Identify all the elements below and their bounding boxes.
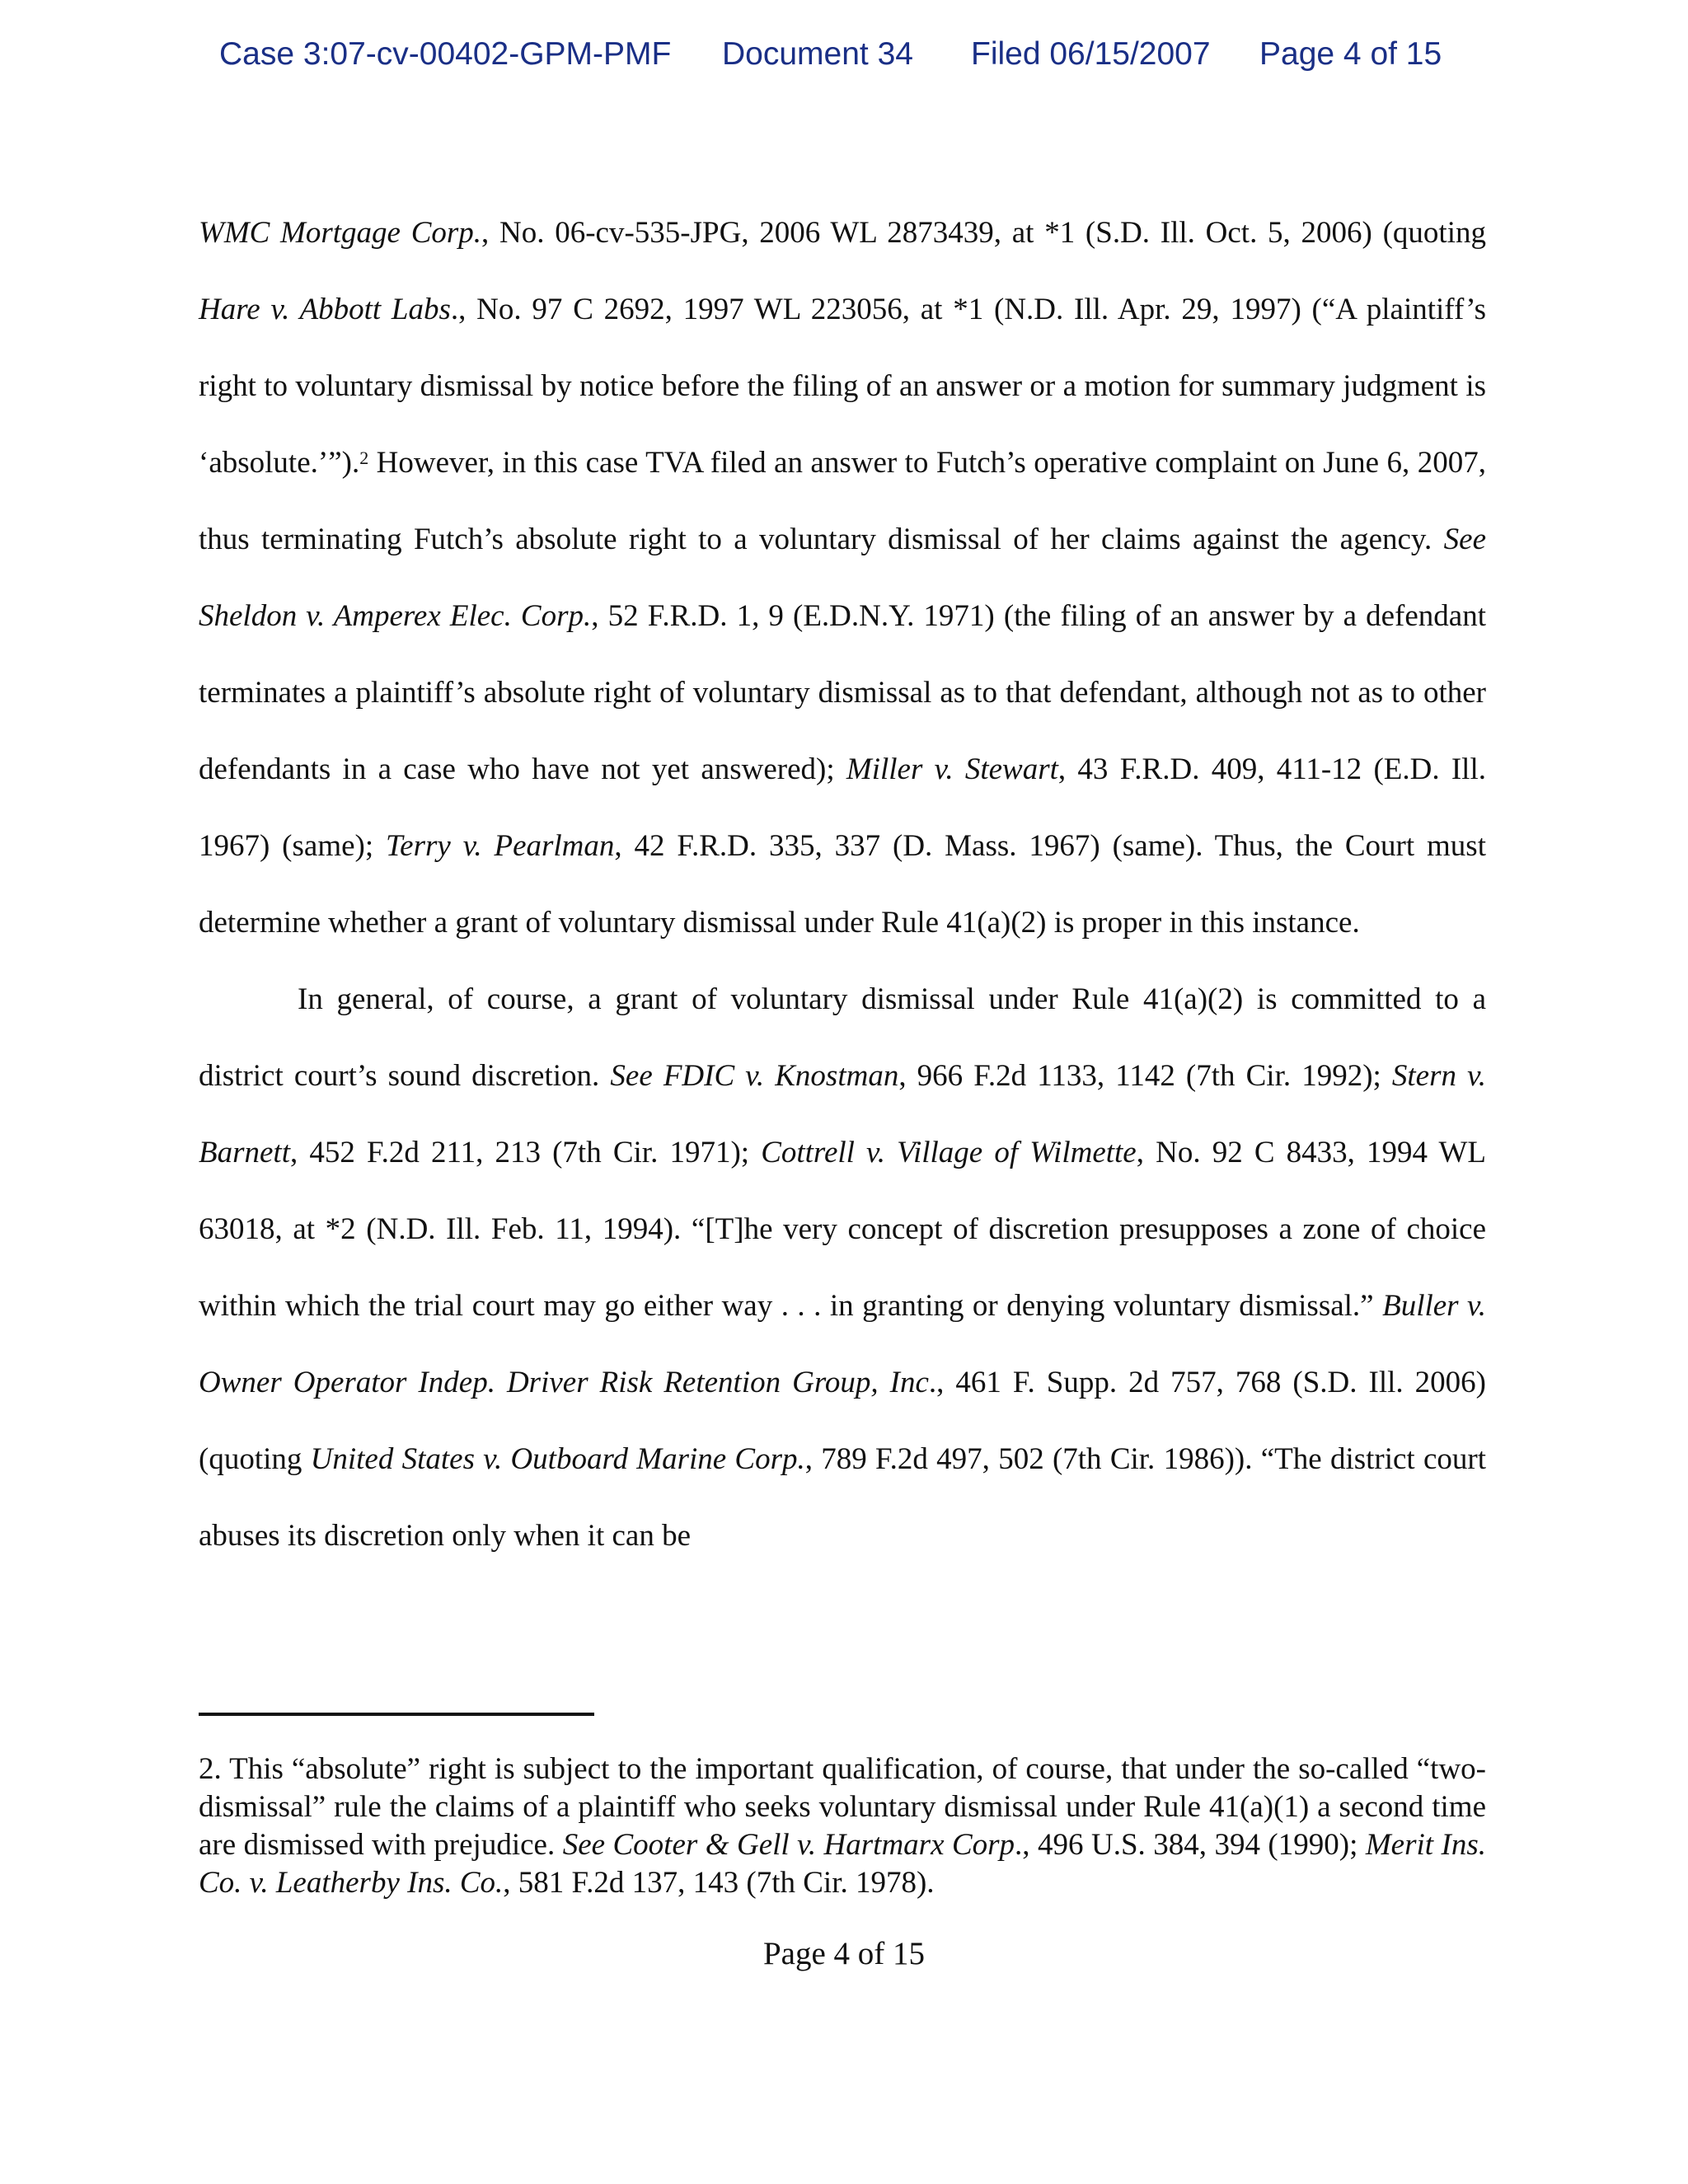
document-body (199, 194, 1486, 1574)
page-footer: Page 4 of 15 (762, 1936, 926, 1971)
body-text-run: , 42 F.R.D. 335, 337 (D. Mass. 1967) (same). Thus, the Court must determine whether a grant of voluntary dismissal under Rule 41(a)(2) is proper in this instance. (199, 829, 1486, 940)
footnote-text-run: , 581 F.2d 137, 143 (7th Cir. 1978). (503, 1866, 935, 1900)
case-citation: Merit Ins. Co. v. Leatherby Ins. Co. (199, 1828, 1486, 1900)
body-text-run: , 43 F.R.D. 409, 411-12 (E.D. Ill. 1967) (same); (199, 752, 1486, 863)
header-filed-date: Filed 06/15/2007 (971, 36, 1211, 72)
case-citation: Miller v. Stewart (846, 752, 1058, 786)
case-citation: See FDIC v. Knostman (610, 1059, 899, 1093)
header-case-number: Case 3:07-cv-00402-GPM-PMF (219, 36, 672, 72)
case-citation: See Sheldon v. Amperex Elec. Corp. (199, 523, 1486, 633)
case-citation: United States v. Outboard Marine Corp. (310, 1442, 805, 1476)
body-text-run: ., No. 97 C 2692, 1997 WL 223056, at *1 (N.D. Ill. Apr. 29, 1997) (“A plaintiff’s right to voluntary dismissal by notice before the filing of an answer or a motion for summary judgment is ‘absolute.’”). (199, 293, 1486, 480)
filing-header (0, 36, 1688, 82)
body-text-run: , 966 F.2d 1133, 1142 (7th Cir. 1992); (898, 1059, 1392, 1093)
case-citation: WMC Mortgage Corp. (199, 216, 482, 250)
footnote-number: 2. (199, 1752, 222, 1786)
header-page-number: Page 4 of 15 (1259, 36, 1442, 72)
header-document-number: Document 34 (722, 36, 913, 72)
case-citation: Hare v. Abbott Labs (199, 293, 451, 326)
body-paragraph-1 (199, 194, 1486, 961)
body-text-run: , 52 F.R.D. 1, 9 (E.D.N.Y. 1971) (the filing of an answer by a defendant terminates a plaintiff’s absolute right of voluntary dismissal as to that defendant, although not as to other defendants in a case who have not yet answered); (199, 599, 1486, 786)
case-citation: Stern v. Barnett (199, 1059, 1487, 1169)
body-text-run: However, in this case TVA filed an answer to Futch’s operative complaint on June 6, 2007, thus terminating Futch’s absolute right to a voluntary dismissal of her claims against the agency. (199, 446, 1486, 556)
body-text-run: In general, of course, a grant of voluntary dismissal under Rule 41(a)(2) is committed to a district court’s sound discretion. (199, 982, 1486, 1093)
footnote-text-run: ., 496 U.S. 384, 394 (1990); (1015, 1828, 1366, 1862)
case-citation: See Cooter & Gell v. Hartmarx Corp (562, 1828, 1015, 1862)
case-citation: Buller v. Owner Operator Indep. Driver Risk Retention Group, Inc (199, 1289, 1486, 1399)
body-text-run: ., 461 F. Supp. 2d 757, 768 (S.D. Ill. 2006) (quoting (199, 1366, 1487, 1476)
footnote-text-run: This “absolute” right is subject to the important qualification, of course, that under the so-called “two-dismissal” rule the claims of a plaintiff who seeks voluntary dismissal under Rule 41(a)(1) a second time are dismissed with prejudice. (199, 1752, 1486, 1862)
body-text-run: , No. 92 C 8433, 1994 WL 63018, at *2 (N.D. Ill. Feb. 11, 1994). “[T]he very concept of discretion presupposes a zone of choice within which the trial court may go either way . . . in granting or denying voluntary dismissal.” (199, 1136, 1486, 1323)
footnote-divider (199, 1713, 594, 1716)
body-text-run: , 789 F.2d 497, 502 (7th Cir. 1986)). “The district court abuses its discretion only when it can be (199, 1442, 1486, 1553)
footnote-reference: 2 (359, 448, 369, 468)
body-text-run: , No. 06-cv-535-JPG, 2006 WL 2873439, at *1 (S.D. Ill. Oct. 5, 2006) (quoting (481, 216, 1486, 250)
case-citation: Cottrell v. Village of Wilmette (761, 1136, 1137, 1169)
footnote-2 (199, 1750, 1486, 1902)
body-text-run: , 452 F.2d 211, 213 (7th Cir. 1971); (289, 1136, 762, 1169)
body-paragraph-2 (199, 961, 1486, 1574)
case-citation: Terry v. Pearlman (386, 829, 615, 863)
